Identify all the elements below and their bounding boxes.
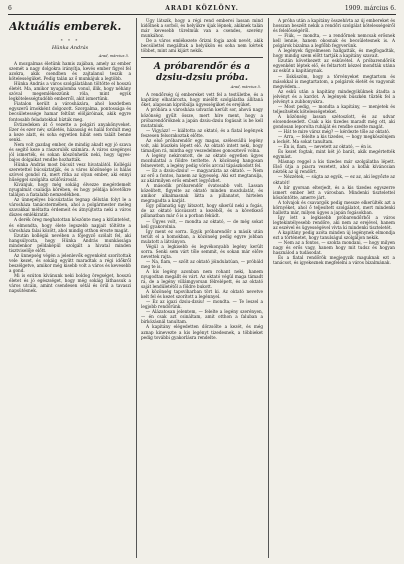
paragraph: Így lett a legkisebb próbarendőrből a város legtekintélyesebb rendőre, aki nem az erejével, hanem az eszével és ügyességével vívta ki mindenki tiszteletét. [273, 214, 395, 230]
paragraph: — Én is, fiam, — nevetett az oktató, — én is. [278, 144, 373, 150]
paragraph: — Hát te mire vársz még? — kérdezte tőle az oktató. [278, 129, 391, 135]
paragraph: — Ez az igazi dzsiu-dzsiu! — mondta. — Te leszel a legjobb rendőrünk. [141, 299, 263, 310]
page-number: 6 [8, 5, 12, 12]
column-3-body [273, 18, 395, 265]
paragraph: A kis legény azonban nem rohant neki, hanem nyugodtan megállt és várt. Az oktató végül maga támadt rá, de a legény villámgyorsan félrelépett, és az oktató saját lendületétől a földre bukott. [141, 268, 263, 290]
paragraph: A második próbarendőr óvatosabb volt. Lassan közelített, figyelte az oktató minden mozdulatát, és amikor alkalmasnak látta a pillanatot, hirtelen megragadta a karját. [141, 183, 263, 204]
newspaper-title: ARADI KÖZLÖNY. [165, 5, 239, 12]
paragraph: A legény nekirontott, de az oktató egyetlen ügyes mozdulattal a földre terítette. A közönség hangosan felnevetett, a legény pedig vörös arccal tápászkodott fel. [141, 152, 263, 168]
paragraph: Évtizedeken át ő vezette a polgári anyakönyveket. Ezer és ezer név, születés, házasság és halál fordult meg a keze alatt, és soha egyetlen hibát sem talált benne senki. [9, 121, 131, 142]
paragraph: A próbára a városháza udvarán került sor, ahová nagy közönség gyűlt össze, mert híre ment, hogy a próbarendőröknek a japán dzsiu-dzsiu fogásait is be kell mutatniuk. [141, 107, 263, 128]
column-2 [141, 18, 263, 558]
paragraph: Így ment ez sorra. Egyik próbarendőr a másik után terült el a homokban, a közönség pedig egyre jobban mulatott a látványon. [141, 228, 263, 244]
paragraph: Az eskü után a kapitány mindegyiküknek átadta a jelvényt és a kardot. A legények büszkén tűzték fel a jelvényt a zubbonyukra. [273, 88, 395, 104]
issue-date: 1909. március 6. [344, 5, 396, 12]
story-title: A próbarendőr és a dzsiu-dzsiu próba. [153, 62, 251, 84]
paragraph: — Alázatosan jelentem, — felelte a legény szerényen, — én csak azt csináltam, amit otthon a faluban a birkózásnál tanultam. [141, 309, 263, 325]
paragraph: Úgy látszik, hogy a régi rend emberei lassan mind kidőlnek a sorból, és helyükre újak lépnek, akiknek talán már kevesebb türelmük van a csendes, szerény munkához. [141, 18, 263, 39]
paragraph: Hünka András most búcsút vesz hivatalától. Kollégái szeretettel búcsúztatják, és a város közönsége is hálás szívvel gondol rá, mert ritka az olyan ember, aki ennyi hűséggel szolgálta szülővárosát. [9, 161, 131, 183]
paragraph: Az ünnepség végén a jelenlevők egyenként szorítottak vele kezet, és sokáig együtt maradtak a régi időkről beszélgetve, amikor még kisebb volt a város és kevesebb a gond. [9, 252, 131, 273]
paragraph: — Nem az a fontos, — szokta mondani, — hogy milyen nagy és erős vagy, hanem hogy mit tudsz és hogyan használod a tudásodat. [273, 240, 395, 256]
paragraph: — Ez a dzsiu-dzsiu! — magyarázta az oktató. — Nem az erő a fontos, hanem az ügyesség. Aki ezt megtanulja, az akármilyen erős embert legyőzhet. [141, 168, 263, 184]
column-divider [268, 18, 269, 558]
paragraph: Fiatalon került a városházára, ahol kezdetben egyszerű írnokként dolgozott. Szorgalma, pontossága és becsületessége hamar feltűnt elöljáróinak, akik egyre fontosabb feladatokkal bízták meg. [9, 101, 131, 122]
story-body [141, 92, 263, 339]
section-divider [141, 57, 263, 58]
paragraph: És a fiatal rendőrök megjegyzik maguknak ezt a tanácsot, és igyekeznek megfelelni a város bizalmának. [273, 255, 395, 266]
paragraph: Másnap reggel a kis tizedes már szolgálatba lépett. Első útja a piacra vezetett, ahol a kofák kíváncsian nézték az új rendőrt. [273, 159, 395, 175]
column-lead [141, 18, 263, 53]
paragraph: Ezután következett az esküvétel. A próbarendőrök egyenként léptek elő, és feltartott kézzel mondták utána az esküt a kapitánynak. [273, 58, 395, 74]
paragraph: — Most pedig, — mondta a kapitány, — menjetek és teljesítsétek kötelességeteket. [273, 103, 395, 114]
column-1 [9, 18, 131, 558]
paragraph: A közönség tapsviharban tört ki. Az oktató nevetve kelt fel és kezet szorított a legénnyel. [141, 289, 263, 300]
paragraph: — Ügyes volt, — mondta az oktató, — de még sokat kell gyakorolnia. [141, 218, 263, 229]
article-body [9, 61, 131, 293]
paragraph: De a város emlékezete őrizni fogja azok nevét, akik becsülettel megálltak a helyükön és soha nem kértek többet, mint ami kijárt nekik. [141, 38, 263, 54]
paragraph: Nem volt gazdag ember, de mindig akadt egy jó szava és segítő keze a rászorulók számára. A város szegényei jól ismerték, és sokan köszönhetik neki, hogy ügyes-bajos dolgaikat rendbe hozhatták. [9, 141, 131, 162]
paragraph: — Vigyázz! — kiáltotta az oktató, és a fiatal legények feszesen felsorakoztak előtte. [141, 127, 263, 138]
paragraph: A mozgalmas életünk hamis zajában, amely az ember szemét a nagy dolgokra irányítja, kevés ember figyel fel azokra, akik csendben és zajtalanul teszik a kötelességüket. Pedig talán az ő munkájuk a legtöbb. [9, 61, 131, 82]
paragraph: A rendőrség új embereket vett fel a testületbe, és a kapitány elhatározta, hogy mielőtt szolgálatba állítaná őket, alaposan kipróbálja ügyességüket és erejüket. [141, 92, 263, 108]
article-title: Hünka András [51, 45, 89, 51]
paragraph: Mi is ezúton kívánunk neki boldog öregséget, hosszú életet és jó egészséget, hogy még sokáig láthassuk a város utcáin, amint csendesen sétál és örül a tavaszi napsütésnek. [9, 272, 131, 294]
paragraph: Kívánjuk, hogy még sokáig élvezze megérdemelt nyugalmát családja körében, és hogy példája követőkre találjon a fiatalabb nemzedékben. [9, 182, 131, 198]
paragraph: A közönség lassan szétoszlott, és az udvar elcsendesedett. Csak a kis tizedes maradt még ott, aki gondosan leporolta ruháját és rendbe szedte magát. [273, 113, 395, 129]
paragraph: A próba után a kapitány összehívta az új embereket és hosszan beszélt nekik a rendőri szolgálat kötelességeiről és felelősségéről. [273, 18, 395, 34]
paragraph: — Na, fiam, — szólt az oktató jóindulatúan, — próbáld meg te is. [141, 258, 263, 269]
paragraph: És kezet fogtak, mint két jó barát, akik megértették egymást. [273, 149, 395, 160]
paragraph: A hír gyorsan elterjedt, és a kis tizedes egyszerre ismert ember lett a városban. Mindenki tisztelettel köszöntötte, amerre járt. [273, 184, 395, 200]
paragraph: — Arra, — felelte a kis tizedes, — hogy megköszönjem a leckét. Ma sokat tanultam. [273, 134, 395, 145]
paragraph: Az első próbarendőr egy magas, szélesvállú legény volt, aki büszkén lépett elő. Az oktató intett neki, hogy támadjon rá, mintha egy veszedelmes gonosztevő volna. [141, 137, 263, 153]
paragraph: Végül a legkisebb és legvékonyabb legény került sorra. Senki sem várt tőle semmit, és sokan már előre nevettek rajta. [141, 243, 263, 259]
paragraph: Egy pillanatig úgy látszott, hogy sikerül neki a fogás, de az oktató kicsúszott a kezéből, és a következő pillanatban már ő is a porban feküdt. [141, 203, 263, 219]
paragraph: A kapitány elégedetten dörzsölte a kezét, és még aznap kinevezte a kis legényt tizedesnek, a többieket pedig további gyakorlásra rendelte. [141, 324, 263, 340]
paragraph: A kapitány pedig azóta minden új legénynek elmondja ezt a történetet, hogy tanulságul szolgáljon nekik. [273, 229, 395, 241]
paragraph: — Esküszöm, hogy a törvényeket megtartom és másokkal is megtartatom, a polgárok életét és vagyonát megvédem... [273, 73, 395, 89]
paragraph: — Nézzétek, — súgta az egyik, — ez az, aki legyőzte az oktatót! [273, 174, 395, 185]
paragraph: A derék öreg meghatottan köszönte meg a kitüntetést, és elmondta, hogy élete legszebb napjait töltötte a városháza falai között, ahol mindig otthon érezte magát. [9, 217, 131, 233]
column-divider [136, 18, 137, 558]
paragraph: Az ünnepélyes búcsúztatás tegnap délután folyt le a városháza tanácstermében, ahol a polgármester meleg szavakkal méltatta érdemeit és átnyújtotta neki a város díszes emlékiratát. [9, 197, 131, 218]
running-head [8, 4, 396, 14]
story-dateline: Arad, március 5. [230, 85, 261, 90]
header-rule [8, 14, 396, 15]
paragraph: Hünka András a város szolgálatában töltötte el hosszú életét. Ma, amikor nyugalomba vonul, illik, hogy néhány szóval megemlékezzünk róla, mint egyik legkötelességtudóbb emberről, akit ismertünk. [9, 81, 131, 102]
column-3 [273, 18, 395, 558]
rubric-title: Aktuális emberek. [9, 20, 122, 33]
paragraph: Ezután kollégái nevében a főjegyző szólalt fel, aki hangsúlyozta, hogy Hünka András munkássága mindenkor példaképül szolgált a hivatal minden tisztviselője előtt. [9, 232, 131, 253]
paragraph: A legények figyelmesen hallgatták, és megfogadták, hogy mindig szem előtt tartják a kapitány szavait. [273, 48, 395, 59]
ornament-stars: * * * [60, 38, 80, 43]
paragraph: — Fiúk, — mondta, — a rendőrnek nemcsak erősnek kell lennie, hanem okosnak és becsületesnek is. A polgárok bizalma a legfőbb fegyverünk. [273, 33, 395, 49]
paragraph: A tolvajok és csavargók pedig messze elkerülték azt a környéket, ahol ő teljesített szolgálatot, mert mindenki hallotta már, milyen ügyes a japán fogásokban. [273, 199, 395, 215]
dateline: Arad, március 5. [98, 54, 129, 58]
